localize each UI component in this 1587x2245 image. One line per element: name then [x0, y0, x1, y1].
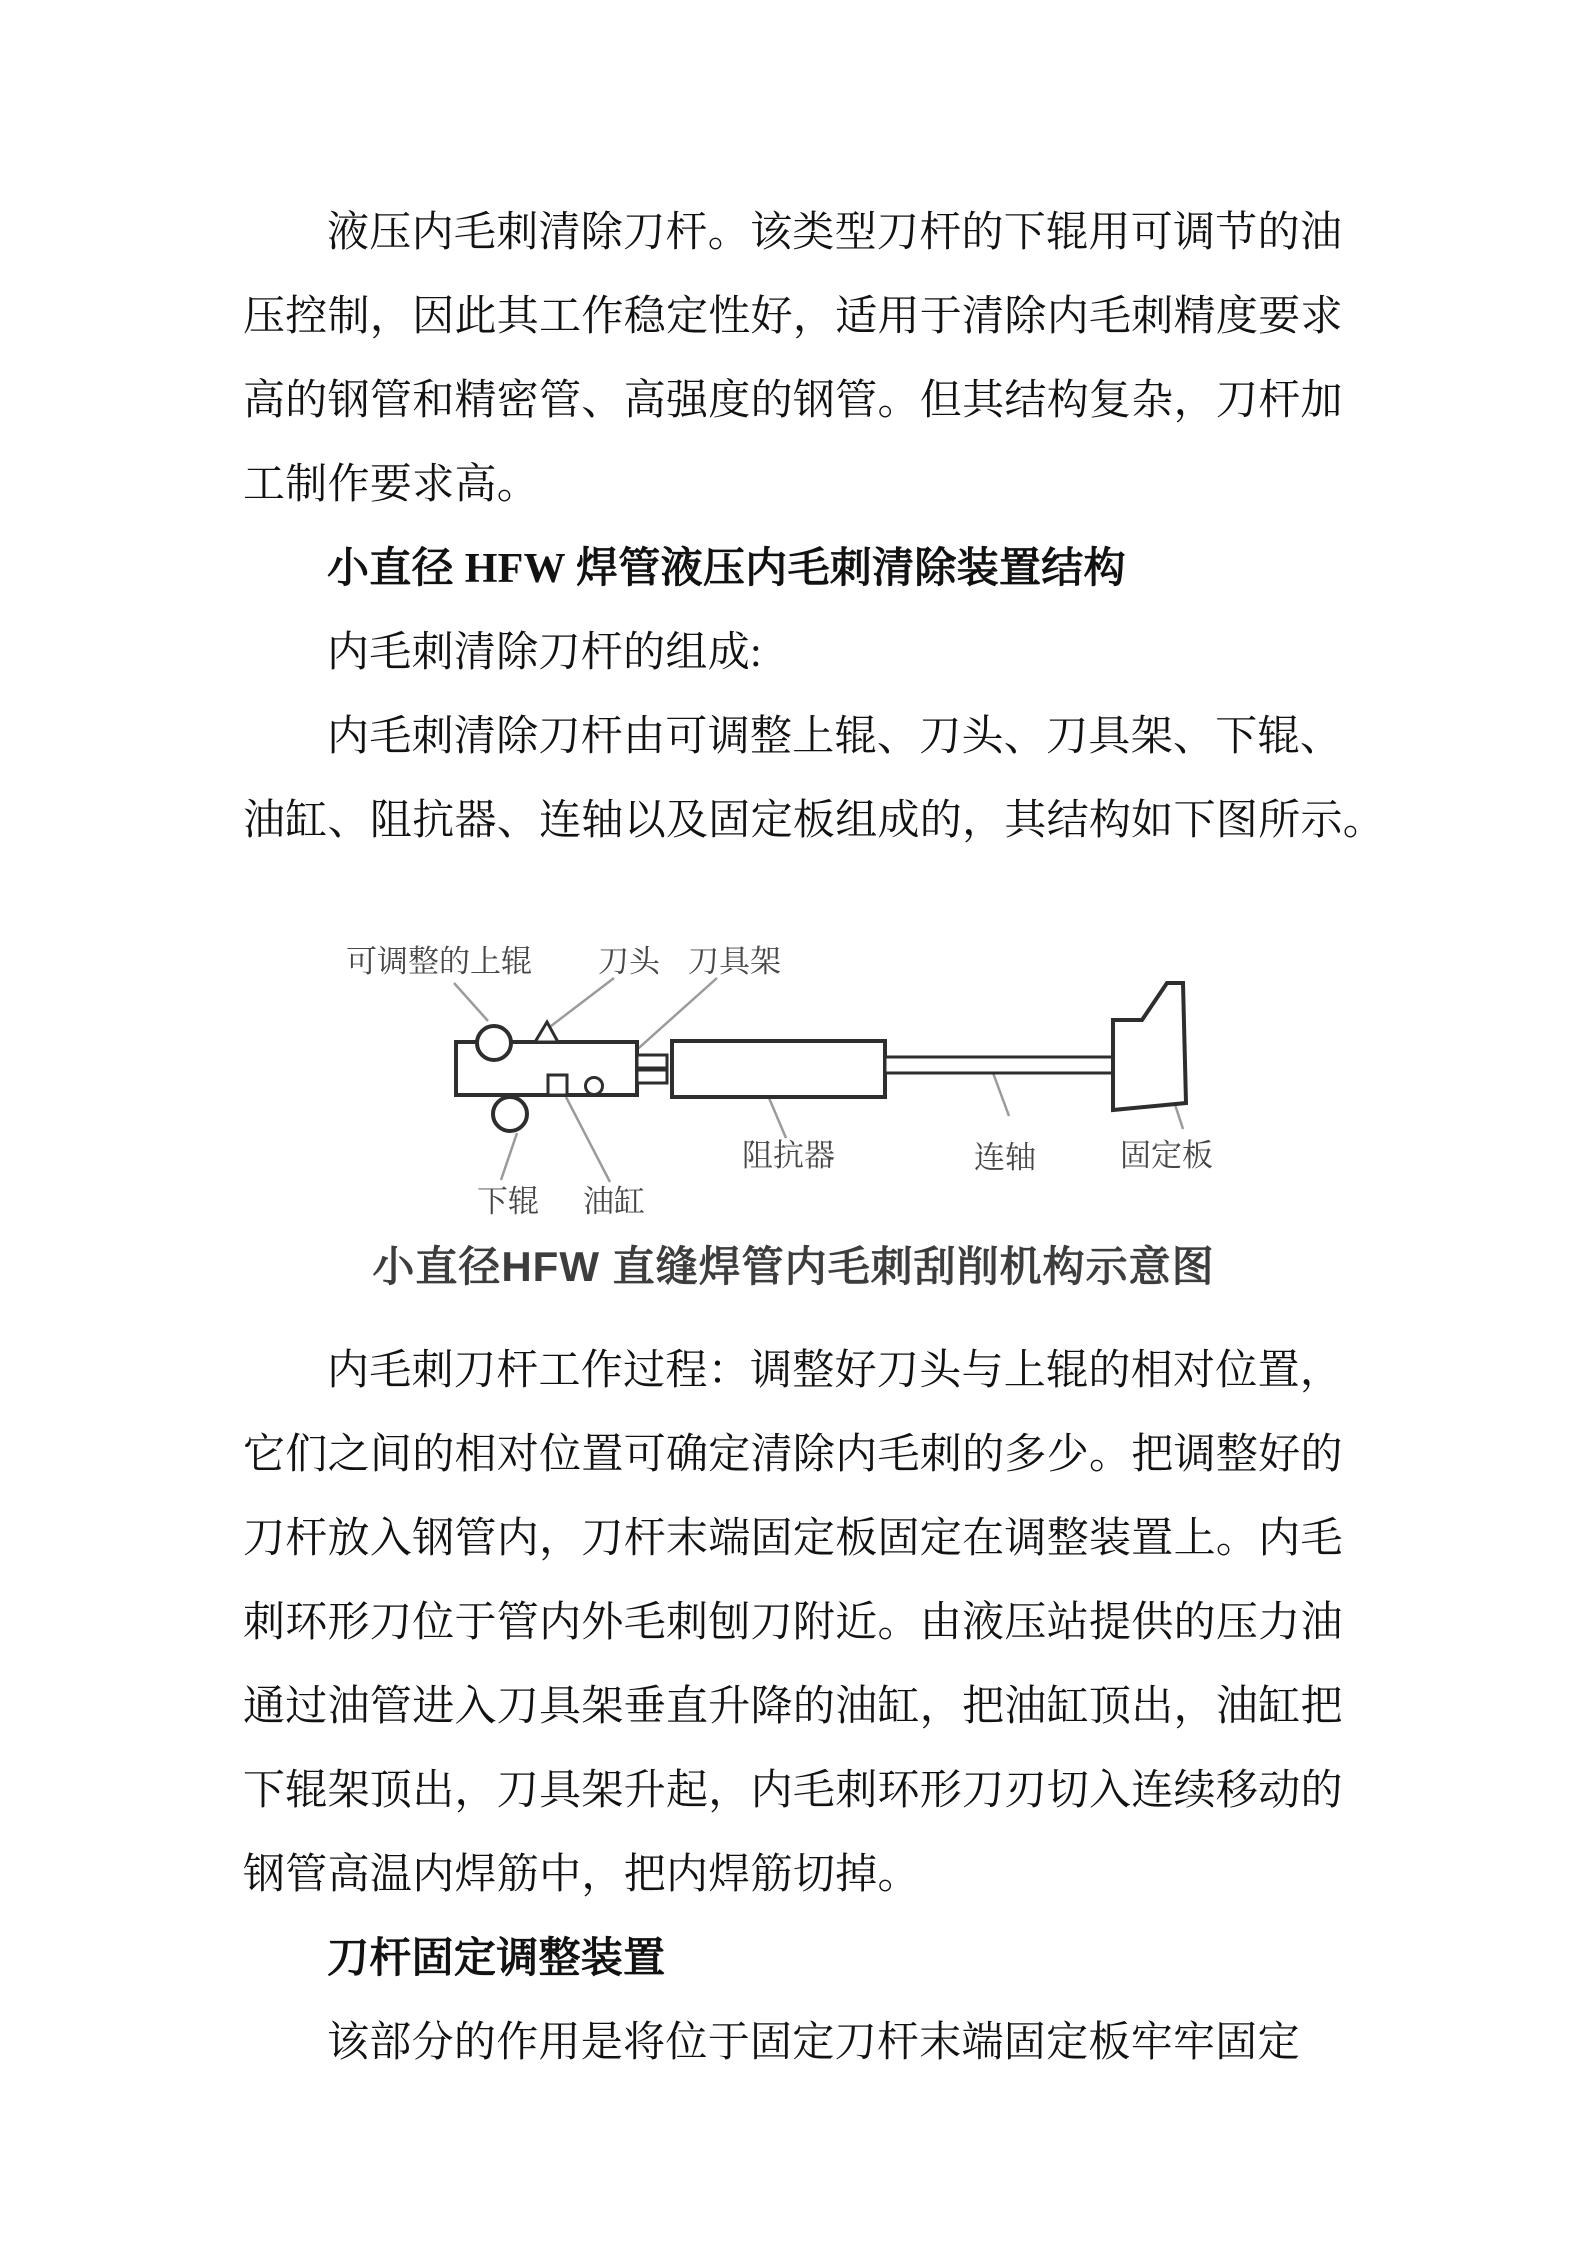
label-impedor: 阻抗器 [742, 1138, 835, 1173]
upper-roller-shape [477, 1026, 511, 1060]
body-text-line: 内毛刺刀杆工作过程：调整好刀头与上辊的相对位置， [327, 1348, 1343, 1394]
label-fixed-plate: 固定板 [1120, 1138, 1213, 1173]
leader-oil-cylinder [566, 1097, 610, 1182]
paragraph-block-bottom [243, 1329, 1383, 2085]
body-text-line: 通过油管进入刀具架垂直升降的油缸，把油缸顶出，油缸把 [243, 1684, 1343, 1730]
mechanism-diagram [330, 930, 1240, 1230]
coupling-tab-bottom [637, 1070, 667, 1083]
body-text-line: 下辊架顶出，刀具架升起，内毛刺环形刀刃切入连续移动的 [243, 1768, 1343, 1814]
machine-shapes [456, 983, 1186, 1131]
heading-line: 刀杆固定调整装置 [327, 1936, 666, 1982]
label-connecting-shaft: 连轴 [974, 1140, 1036, 1175]
body-text-line: 刀杆放入钢管内，刀杆末端固定板固定在调整装置上。内毛 [243, 1516, 1343, 1562]
figure-caption: 小直径HFW 直缝焊管内毛刺刮削机构示意图 [372, 1243, 1215, 1290]
lower-roller-shape [493, 1097, 527, 1131]
connecting-shaft [885, 1057, 1113, 1073]
body-text-line: 该部分的作用是将位于固定刀杆末端固定板牢牢固定 [327, 2020, 1300, 2066]
body-text-line: 内毛刺清除刀杆的组成: [327, 630, 762, 676]
body-text-line: 高的钢管和精密管、高强度的钢管。但其结构复杂，刀杆加 [243, 378, 1343, 424]
label-lower-roller: 下辊 [477, 1184, 539, 1219]
oil-cylinder-shape [548, 1075, 567, 1095]
leader-upper-roller [454, 983, 488, 1021]
coupling-tab-top [637, 1055, 667, 1068]
body-text-line: 刺环形刀位于管内外毛刺刨刀附近。由液压站提供的压力油 [243, 1600, 1343, 1646]
impedor-body [672, 1041, 885, 1097]
label-cutter-head: 刀头 [598, 944, 660, 979]
body-text-line: 液压内毛刺清除刀杆。该类型刀杆的下辊用可调节的油 [327, 210, 1343, 256]
leader-cutter-head [551, 978, 614, 1026]
body-text-line: 压控制，因此其工作稳定性好，适用于清除内毛刺精度要求 [243, 294, 1343, 340]
body-text-line: 工制作要求高。 [243, 462, 540, 508]
body-text-line: 内毛刺清除刀杆由可调整上辊、刀头、刀具架、下辊、 [327, 714, 1343, 760]
body-text-line: 它们之间的相对位置可确定清除内毛刺的多少。把调整好的 [243, 1432, 1343, 1478]
label-tool-holder: 刀具架 [688, 944, 781, 979]
fixed-plate-shape [1113, 983, 1186, 1110]
oil-cylinder-pin [586, 1078, 603, 1095]
cutter-head-shape [535, 1022, 558, 1042]
body-text-line: 油缸、阻抗器、连轴以及固定板组成的，其结构如下图所示。 [243, 798, 1386, 844]
body-text-line: 钢管高温内焊筋中，把内焊筋切掉。 [243, 1852, 920, 1898]
label-oil-cylinder: 油缸 [583, 1184, 645, 1219]
heading-line: 小直径 HFW 焊管液压内毛刺清除装置结构 [327, 546, 1126, 592]
label-upper-roller: 可调整的上辊 [346, 944, 532, 979]
leader-lower-roller [501, 1133, 517, 1180]
paragraph-block-top [243, 191, 1386, 863]
